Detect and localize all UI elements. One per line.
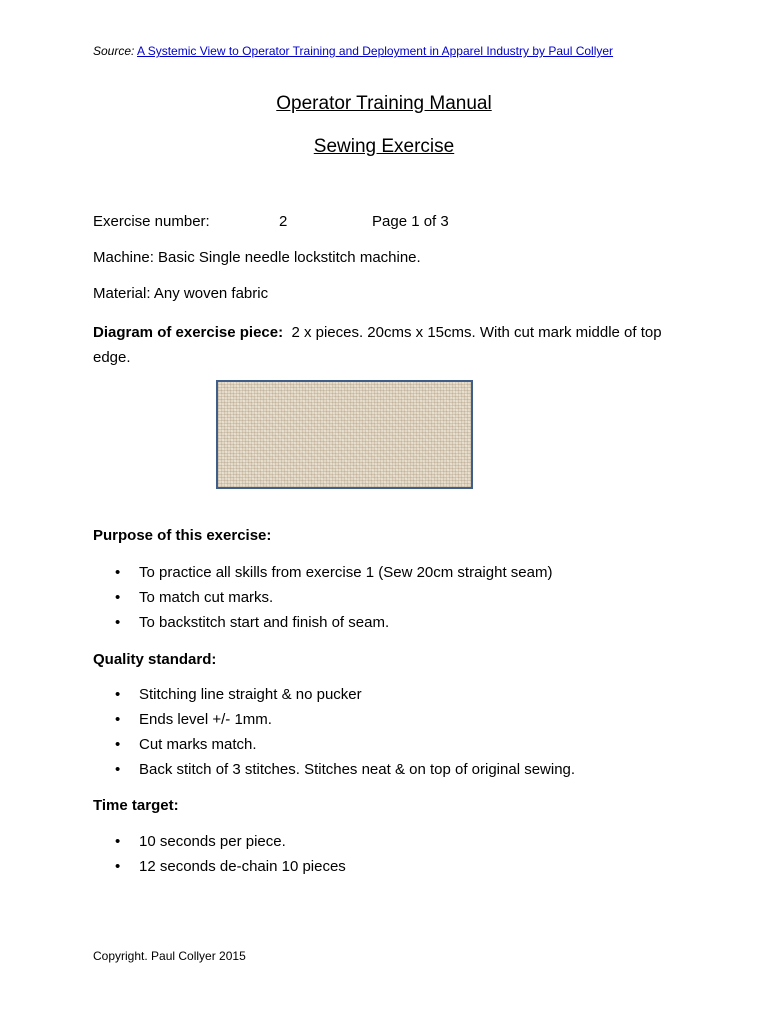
material-label: Material: xyxy=(93,285,151,302)
machine-label: Machine: xyxy=(93,249,154,266)
bullet-icon: • xyxy=(115,564,121,581)
bullet-icon: • xyxy=(115,761,121,778)
list-item xyxy=(93,857,693,882)
list-item xyxy=(93,832,693,857)
bullet-icon: • xyxy=(115,686,121,703)
list-item-text: Cut marks match. xyxy=(139,736,257,753)
material-row xyxy=(93,284,268,304)
list-item xyxy=(93,613,693,638)
machine-value: Basic Single needle lockstitch machine. xyxy=(158,249,421,266)
copyright-notice: Copyright. Paul Collyer 2015 xyxy=(93,949,246,963)
quality-heading: Quality standard: xyxy=(93,651,217,668)
bullet-icon: • xyxy=(115,736,121,753)
list-item-text: To match cut marks. xyxy=(139,589,274,606)
list-item xyxy=(93,735,693,760)
time-target-heading: Time target: xyxy=(93,797,179,814)
bullet-icon: • xyxy=(115,589,121,606)
bullet-icon: • xyxy=(115,711,121,728)
list-item xyxy=(93,710,693,735)
list-item-text: Back stitch of 3 stitches. Stitches neat & on top of original sewing. xyxy=(139,761,576,778)
manual-title: Operator Training Manual xyxy=(276,93,492,114)
source-line xyxy=(93,43,693,59)
source-link[interactable]: A Systemic View to Operator Training and Deployment in Apparel Industry by Paul Collyer xyxy=(137,44,614,58)
list-item-text: Stitching line straight & no pucker xyxy=(139,686,362,703)
exercise-title: Sewing Exercise xyxy=(313,136,455,157)
fabric-piece-image xyxy=(216,380,473,489)
exercise-number-value: 2 xyxy=(279,213,288,230)
bullet-icon: • xyxy=(115,858,121,875)
source-prefix: Source: xyxy=(93,44,135,58)
diagram-row xyxy=(93,320,673,370)
exercise-number-row xyxy=(93,212,653,232)
list-item-text: To backstitch start and finish of seam. xyxy=(139,614,390,631)
purpose-list xyxy=(93,563,693,638)
list-item-text: 10 seconds per piece. xyxy=(139,833,286,850)
diagram-label: Diagram of exercise piece: xyxy=(93,324,284,341)
exercise-number-label: Exercise number: xyxy=(93,213,210,230)
page-indicator: Page 1 of 3 xyxy=(372,213,449,230)
diagram-value: 2 x pieces. 20cms x 15cms. With cut mark middle of top edge. xyxy=(93,324,662,366)
bullet-icon: • xyxy=(115,833,121,850)
list-item xyxy=(93,588,693,613)
list-item xyxy=(93,685,693,710)
bullet-icon: • xyxy=(115,614,121,631)
time-target-list xyxy=(93,832,693,882)
list-item-text: Ends level +/- 1mm. xyxy=(139,711,272,728)
machine-row xyxy=(93,248,421,268)
list-item xyxy=(93,563,693,588)
list-item-text: 12 seconds de-chain 10 pieces xyxy=(139,858,346,875)
purpose-heading: Purpose of this exercise: xyxy=(93,527,272,544)
quality-list xyxy=(93,685,693,785)
list-item-text: To practice all skills from exercise 1 (Sew 20cm straight seam) xyxy=(139,564,553,581)
list-item xyxy=(93,760,693,785)
material-value: Any woven fabric xyxy=(153,285,269,302)
